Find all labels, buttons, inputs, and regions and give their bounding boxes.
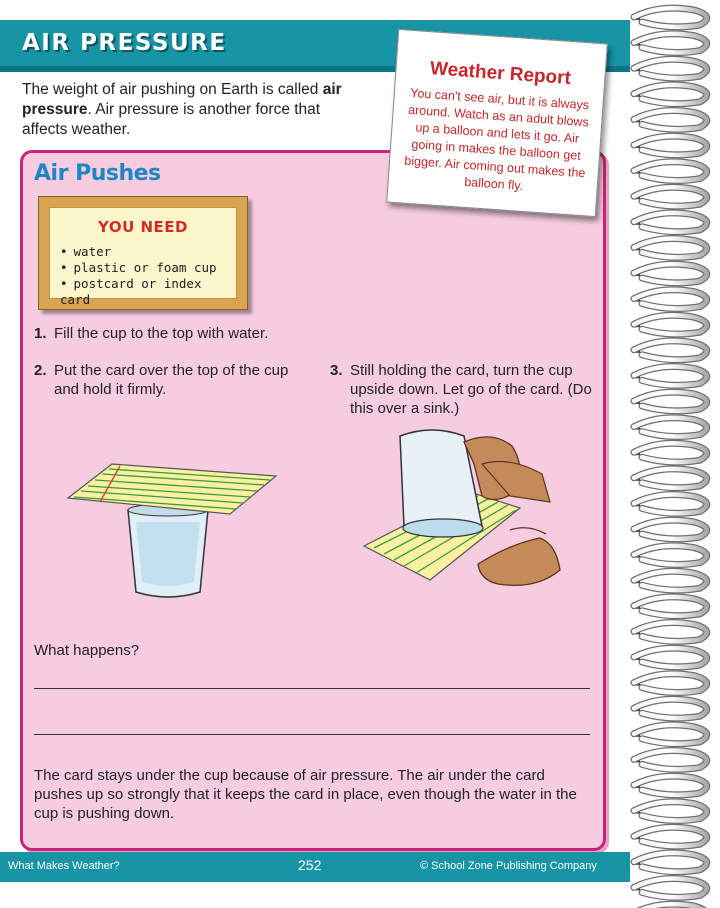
footer-copyright: © School Zone Publishing Company [420,860,597,872]
note-title: Weather Report [429,58,572,90]
answer-line-2[interactable] [34,734,590,735]
spiral-binding [620,0,720,908]
note-body: You can't see air, but it is always around. Watch as an adult blows up a balloon and lets it go. Air going in makes the balloon get bigger. Air coming out makes the balloon fly. [403,85,590,193]
answer-explanation: The card stays under the cup because of air pressure. The air under the card pushes up so strongly that it keeps the card in place, even though the water in the cup is pushing down. [34,767,577,822]
intro-paragraph [22,80,362,140]
supply-item: • plastic or foam cup [60,260,236,276]
step-text: Still holding the card, turn the cup upside down. Let go of the card. (Do this over a sink.) [350,362,592,417]
you-need-title: YOU NEED [98,218,188,236]
cup-with-card-illustration [60,460,290,610]
intro-term: air pressure [22,81,342,118]
page-number: 252 [298,857,322,873]
answer-line-1[interactable] [34,688,590,689]
page-title: AIR PRESSURE [22,30,227,56]
step-number: 1. [34,325,47,342]
footer-book-title: What Makes Weather? [8,860,120,872]
supply-list [60,244,236,308]
upside-down-cup-illustration [360,424,600,614]
step-text: Put the card over the top of the cup and hold it firmly. [54,362,289,398]
question-label: What happens? [34,642,140,659]
step-number: 2. [34,362,47,379]
you-need-card [38,196,248,310]
intro-text-end: . Air pressure is another force that affects weather. [22,101,321,138]
step-text: Fill the cup to the top with water. [54,325,269,342]
supply-item: • water [60,244,236,260]
you-need-card-inner [49,207,237,307]
step-number: 3. [330,362,343,379]
activity-title: Air Pushes [34,161,161,186]
supply-item: • postcard or index card [60,276,236,308]
intro-text-start: The weight of air pushing on Earth is called [22,81,323,98]
weather-report-note [386,29,608,217]
